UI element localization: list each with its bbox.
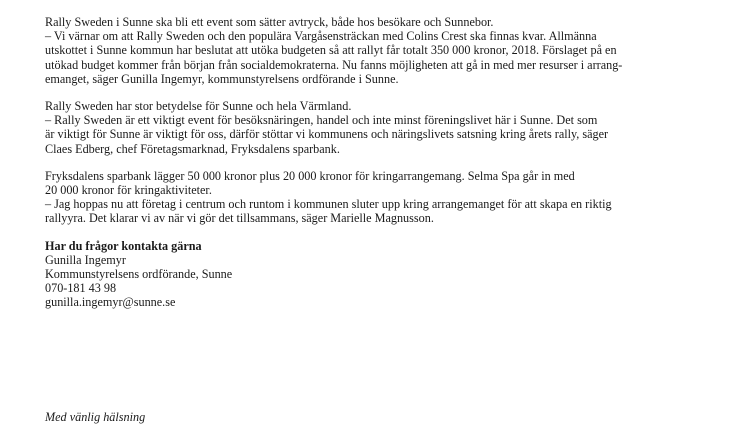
contact-name: Gunilla Ingemyr — [45, 252, 126, 267]
text-line: utskottet i Sunne kommun har beslutat att utöka budgeten så att rallyt får totalt 350 000 kronor, 2018. Förslaget på en — [45, 43, 617, 58]
text-line: utökad budget kommer från början från socialdemokraterna. Nu fanns möjligheten att gå in med mer resurser i arrang- — [45, 57, 623, 72]
text-line: Rally Sweden i Sunne ska bli ett event som sätter avtryck, både hos besökare och Sunnebor. — [45, 15, 494, 29]
text-line: – Rally Sweden är ett viktigt event för besöksnäringen, handel och inte minst föreningslivet här i Sunne. Det som — [45, 113, 598, 128]
text-line: – Vi värnar om att Rally Sweden och den populära Vargåsensträckan med Colins Crest ska finnas kvar. Allmänna — [45, 29, 597, 44]
text-line: Claes Edberg, chef Företagsmarknad, Fryksdalens sparbank. — [45, 141, 340, 156]
text-line: rallyyra. Det klarar vi av när vi gör det tillsammans, säger Marielle Magnusson. — [45, 211, 434, 226]
contact-email[interactable]: gunilla.ingemyr@sunne.se — [45, 295, 176, 310]
document-body — [45, 15, 725, 323]
paragraph-significance — [45, 99, 725, 156]
text-line: är viktigt för Sunne är viktigt för oss, därför stöttar vi kommunens och näringslivets satsning kring årets rally, säger — [45, 127, 609, 142]
text-line: 20 000 kronor för kringaktiviteter. — [45, 183, 212, 198]
contact-heading: Har du frågor kontakta gärna — [45, 238, 202, 253]
contact-role: Kommunstyrelsens ordförande, Sunne — [45, 267, 233, 282]
paragraph-sponsors — [45, 169, 725, 226]
contact-phone: 070-181 43 98 — [45, 281, 117, 296]
text-line: Rally Sweden har stor betydelse för Sunne och hela Värmland. — [45, 99, 352, 114]
closing-greeting: Med vänlig hälsning — [45, 410, 146, 424]
text-line: emanget, säger Gunilla Ingemyr, kommunstyrelsens ordförande i Sunne. — [45, 71, 399, 86]
paragraph-intro — [45, 15, 725, 86]
text-line: Fryksdalens sparbank lägger 50 000 kronor plus 20 000 kronor för kringarrangemang. Selma Spa går in med — [45, 168, 575, 183]
contact-block — [45, 239, 725, 310]
text-line: – Jag hoppas nu att företag i centrum och runtom i kommunen sluter upp kring arrangemanget för att skapa en riktig — [45, 197, 612, 212]
